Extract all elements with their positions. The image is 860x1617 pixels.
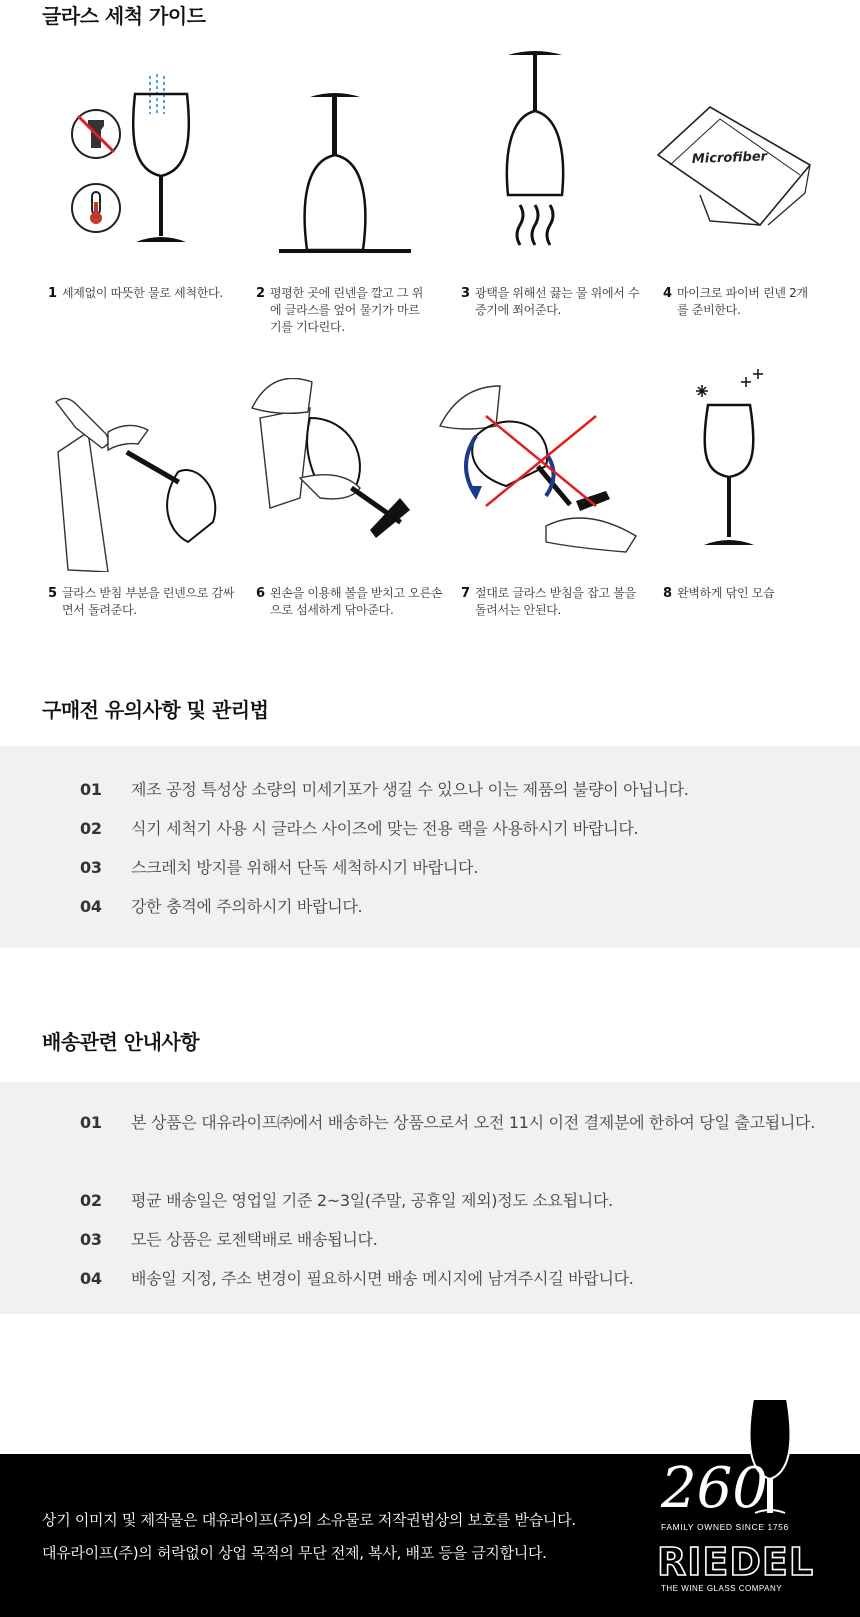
sparkle-icon: [696, 369, 763, 397]
step-text: 완벽하게 닦인 모습: [677, 586, 775, 600]
step-4-caption: [663, 285, 813, 319]
item-number: 03: [80, 858, 102, 877]
step-8-caption: [663, 585, 833, 602]
step-text: 절대로 글라스 받침을 잡고 볼을 돌려서는 안된다.: [475, 586, 636, 617]
step-3-illustration: [500, 45, 590, 260]
shipping-title: 배송관련 안내사항: [42, 1030, 200, 1054]
list-item: [80, 853, 820, 882]
anniversary-number: 260: [661, 1456, 768, 1521]
thermometer-icon: [72, 184, 120, 232]
item-number: 04: [80, 897, 102, 916]
copyright-line-1: 상기 이미지 및 제작물은 대유라이프(주)의 소유물로 저작권법상의 보호를 받습니다.: [42, 1511, 576, 1529]
step-7-caption: [461, 585, 636, 619]
step-1-illustration: [60, 70, 210, 255]
item-number: 01: [80, 780, 102, 799]
copyright-line-2: 대유라이프(주)의 허락없이 상업 목적의 무단 전제, 복사, 배포 등을 금지합니다.: [42, 1544, 547, 1562]
wash-guide-title: 글라스 세척 가이드: [42, 4, 206, 28]
step-number: 7: [461, 586, 470, 601]
brand-tagline: THE WINE GLASS COMPANY: [661, 1584, 783, 1593]
step-5-illustration: [48, 392, 228, 572]
step-text: 왼손을 이용해 볼을 받치고 오른손으로 섬세하게 닦아준다.: [270, 586, 443, 617]
step-3-caption: [461, 285, 641, 319]
step-text: 마이크로 파이버 린넨 2개를 준비한다.: [677, 286, 808, 317]
step-number: 2: [256, 286, 265, 301]
list-item: [80, 1108, 820, 1137]
step-6-caption: [256, 585, 446, 619]
step-number: 3: [461, 286, 470, 301]
step-1-caption: [48, 285, 238, 302]
step-number: 6: [256, 586, 265, 601]
step-text: 글라스 받침 부분을 린넨으로 감싸면서 돌려준다.: [62, 586, 235, 617]
step-8-illustration: [680, 355, 790, 560]
step-number: 1: [48, 286, 57, 301]
cross-mark-icon: [486, 416, 596, 506]
item-text: 배송일 지정, 주소 변경이 필요하시면 배송 메시지에 남겨주시길 바랍니다.: [131, 1269, 634, 1288]
microfiber-label: Microfiber: [691, 149, 768, 167]
step-6-illustration: [250, 378, 430, 563]
item-text: 모든 상품은 로젠택배로 배송됩니다.: [131, 1230, 378, 1249]
item-number: 01: [80, 1113, 102, 1132]
list-item: [80, 775, 820, 804]
step-text: 평평한 곳에 린넨을 깔고 그 위에 글라스를 엎어 물기가 마르기를 기다린다.: [270, 286, 424, 334]
item-text: 평균 배송일은 영업일 기준 2~3일(주말, 공휴일 제외)정도 소요됩니다.: [131, 1191, 613, 1210]
item-text: 본 상품은 대유라이프㈜에서 배송하는 상품으로서 오전 11시 이전 결제분에 한하여 당일 출고됩니다.: [131, 1113, 815, 1132]
family-owned-text: FAMILY OWNED SINCE 1756: [661, 1522, 789, 1532]
step-5-caption: [48, 585, 238, 619]
item-number: 02: [80, 1191, 102, 1210]
caution-title: 구매전 유의사항 및 관리법: [42, 698, 269, 722]
item-text: 강한 충격에 주의하시기 바랍니다.: [131, 897, 363, 916]
item-number: 02: [80, 819, 102, 838]
list-item: [80, 892, 820, 921]
item-text: 제조 공정 특성상 소량의 미세기포가 생길 수 있으나 이는 제품의 불량이 아닙니다.: [131, 780, 689, 799]
brand-name: RIEDEL: [657, 1540, 815, 1584]
step-4-illustration: [650, 95, 820, 245]
steam-icon: [517, 205, 553, 245]
item-text: 식기 세척기 사용 시 글라스 사이즈에 맞는 전용 랙을 사용하시기 바랍니다.: [131, 819, 639, 838]
item-text: 스크레치 방지를 위해서 단독 세척하시기 바랍니다.: [131, 858, 478, 877]
step-7-illustration: [436, 376, 641, 561]
riedel-logo: [655, 1395, 815, 1600]
item-number: 04: [80, 1269, 102, 1288]
step-number: 5: [48, 586, 57, 601]
step-text: 세제없이 따뜻한 물로 세척한다.: [62, 286, 223, 300]
step-2-caption: [256, 285, 428, 336]
list-item: [80, 1186, 820, 1215]
shipping-box: [0, 1082, 860, 1314]
item-number: 03: [80, 1230, 102, 1249]
step-2-illustration: [275, 85, 415, 255]
step-text: 광택을 위해선 끓는 물 위에서 수증기에 쬐어준다.: [475, 286, 640, 317]
list-item: [80, 814, 820, 843]
caution-box: [0, 746, 860, 948]
list-item: [80, 1225, 820, 1254]
no-detergent-icon: [72, 110, 120, 158]
list-item: [80, 1264, 820, 1293]
step-number: 8: [663, 586, 672, 601]
step-number: 4: [663, 286, 672, 301]
